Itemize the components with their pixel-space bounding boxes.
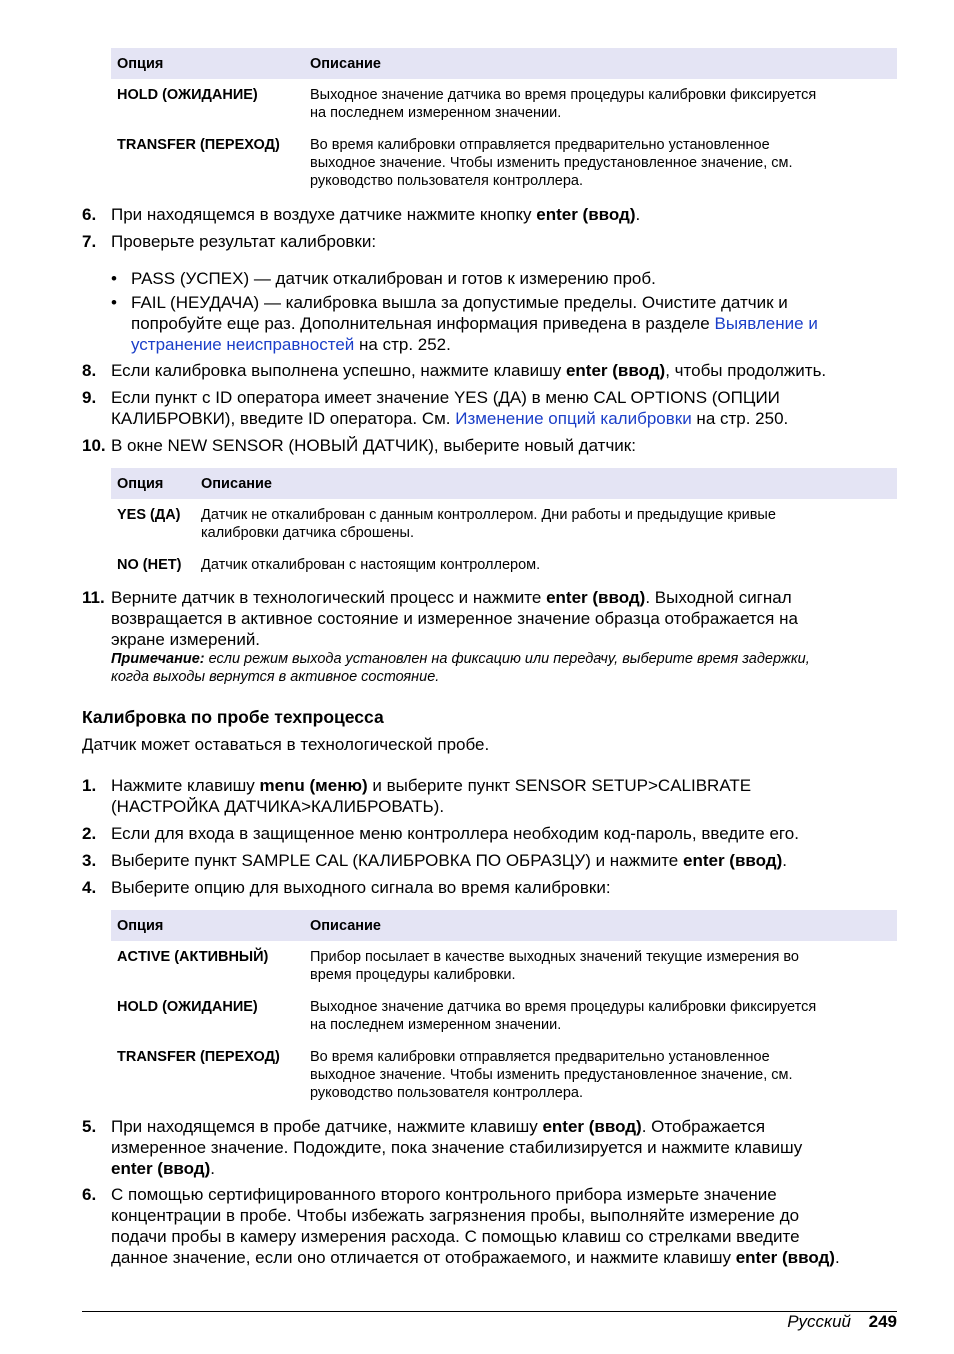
enter-key-label: enter (ввод) [111,1159,211,1178]
table-row [111,549,897,581]
description-line: руководство пользователя контроллера. [310,173,584,189]
enter-key-label: enter (ввод) [682,851,783,870]
option-cell: TRANSFER (ПЕРЕХОД) [117,137,280,153]
step-4 [82,877,897,898]
table-row [111,499,897,549]
enter-key-label: enter (ввод) [542,1117,642,1136]
description-line: выходное значение. Чтобы изменить предустановленное значение, см. [310,1067,793,1083]
step-text: . [834,1248,840,1267]
options-table-1 [111,48,897,197]
step-text: возвращается в активное состояние и измеренное значение образца отображается на [111,609,798,628]
bullet-text: попробуйте еще раз. Дополнительная информация приведена в разделе [131,314,715,333]
table-row [111,129,897,197]
description-line: руководство пользователя контроллера. [310,1085,584,1101]
step-text: (НАСТРОЙКА ДАТЧИКА>КАЛИБРОВАТЬ). [111,797,445,816]
bullet-text: на стр. 252. [354,335,451,354]
section-intro: Датчик может оставаться в технологической пробе. [82,735,490,754]
table-row [111,941,897,991]
step-text: данное значение, если оно отличается от отображаемого, и нажмите клавишу [111,1248,736,1267]
step-7 [82,231,897,252]
column-header-description: Описание [304,48,897,79]
enter-key-label: enter (ввод) [565,361,666,380]
description-line: Датчик не откалиброван с данным контроллером. Дни работы и предыдущие кривые [201,507,776,523]
step-text: С помощью сертифицированного второго контрольного прибора измерьте значение [111,1185,777,1204]
description-cell [304,1041,897,1109]
step-number: 3. [82,851,97,870]
bullet-text: FAIL (НЕУДАЧА) — калибровка вышла за допустимые пределы. Очистите датчик и [131,293,788,312]
enter-key-label: enter (ввод) [536,205,636,224]
option-cell: TRANSFER (ПЕРЕХОД) [117,1049,280,1065]
note-text: если режим выхода установлен на фиксацию или передачу, выберите время задержки, [204,651,810,667]
step-number: 1. [82,776,97,795]
step-number: 11. [82,588,105,607]
description-line: время процедуры калибровки. [310,967,516,983]
step-2 [82,823,897,844]
step-5 [82,1116,897,1179]
section-heading: Калибровка по пробе техпроцесса [82,707,384,727]
enter-key-label: enter (ввод) [546,588,646,607]
column-header-option: Опция [111,48,304,79]
step-text: Проверьте результат калибровки: [111,232,377,251]
enter-key-label: enter (ввод) [735,1248,835,1267]
step-text: Выберите опцию для выходного сигнала во время калибровки: [111,878,611,897]
step-text: При находящемся в пробе датчике, нажмите клавишу [111,1117,543,1136]
description-line: Прибор посылает в качестве выходных значений текущие измерения во [310,949,799,965]
step-text: Выберите пункт SAMPLE CAL (КАЛИБРОВКА ПО ОБРАЗЦУ) и нажмите [111,851,683,870]
description-line: Во время калибровки отправляется предварительно установленное [310,1049,770,1065]
step-1 [82,775,897,817]
bullet-pass [111,268,897,289]
step-number: 10. [82,436,106,455]
description-line: на последнем измеренном значении. [310,1017,562,1033]
step-8 [82,360,897,381]
troubleshooting-link[interactable]: Выявление и [714,314,818,333]
option-cell: NO (НЕТ) [117,557,182,573]
step-text: на стр. 250. [691,409,789,428]
step-text: и выберите пункт SENSOR SETUP>CALIBRATE [367,776,752,795]
step-text: Если пункт с ID оператора имеет значение YES (ДА) в меню CAL OPTIONS (ОПЦИИ [111,388,780,407]
troubleshooting-link[interactable]: устранение неисправностей [131,335,355,354]
bullet-dot: • [111,293,117,312]
step-text: . Выходной сигнал [645,588,792,607]
step-10 [82,435,897,456]
column-header-description: Описание [195,468,897,499]
column-header-option: Опция [111,468,195,499]
option-cell: HOLD (ОЖИДАНИЕ) [117,87,258,103]
column-header-description: Описание [304,910,897,941]
step-number: 9. [82,388,97,407]
step-text: . [635,205,641,224]
step-text: КАЛИБРОВКИ), введите ID оператора. См. [111,409,456,428]
step-text: , чтобы продолжить. [665,361,827,380]
options-table-3 [111,910,897,1109]
options-table-2 [111,468,897,581]
bullet-text: PASS (УСПЕХ) — датчик откалиброван и готов к измерению проб. [131,269,656,288]
description-line: калибровки датчика сброшены. [201,525,414,541]
footer-language: Русский [787,1312,851,1331]
step-6 [82,204,897,225]
step-text: Нажмите клавишу [111,776,260,795]
step-text: Верните датчик в технологический процесс и нажмите [111,588,547,607]
table-header-row [111,48,897,79]
description-line: Выходное значение датчика во время процедуры калибровки фиксируется [310,87,817,103]
step-number: 7. [82,232,97,251]
step-9 [82,387,897,429]
bullet-dot: • [111,269,117,288]
description-cell: Датчик откалиброван с настоящим контроллером. [201,557,541,573]
description-cell [304,991,897,1041]
step-11 [82,587,897,686]
step-text: концентрации в пробе. Чтобы избежать загрязнения пробы, выполняйте измерение до [111,1206,800,1225]
note-label: Примечание: [111,651,205,667]
step-text: При находящемся в воздухе датчике нажмите кнопку [111,205,537,224]
table-header-row [111,910,897,941]
step-number: 4. [82,878,97,897]
option-cell: YES (ДА) [117,507,181,523]
note [111,650,897,686]
step-number: 8. [82,361,97,380]
step-text: . [782,851,787,870]
option-cell: ACTIVE (АКТИВНЫЙ) [117,949,269,965]
step-text: экране измерений. [111,630,261,649]
table-header-row [111,468,897,499]
step-3 [82,850,897,871]
step-text: подачи пробы в камеру измерения расхода. С помощью клавиш со стрелками введите [111,1227,800,1246]
description-line: Во время калибровки отправляется предварительно установленное [310,137,770,153]
step-6-sample [82,1184,897,1268]
calibration-options-link[interactable]: Изменение опций калибровки [455,409,692,428]
step-text: Если калибровка выполнена успешно, нажмите клавишу [111,361,566,380]
page-number: 249 [868,1312,897,1331]
description-line: выходное значение. Чтобы изменить предустановленное значение, см. [310,155,793,171]
option-cell: HOLD (ОЖИДАНИЕ) [117,999,258,1015]
description-line: Выходное значение датчика во время процедуры калибровки фиксируется [310,999,817,1015]
description-line: на последнем измеренном значении. [310,105,562,121]
step-text: . Отображается [641,1117,766,1136]
step-text: В окне NEW SENSOR (НОВЫЙ ДАТЧИК), выберите новый датчик: [111,436,636,455]
step-number: 2. [82,824,97,843]
step-number: 5. [82,1117,97,1136]
description-cell [304,941,897,991]
footer-divider [82,1311,897,1312]
bullet-fail [111,292,897,355]
step-text: . [210,1159,215,1178]
step-number: 6. [82,1185,97,1204]
note-text: когда выходы вернутся в активное состояние. [111,669,440,685]
step-number: 6. [82,205,97,224]
description-cell [304,79,897,129]
step-text: Если для входа в защищенное меню контроллера необходим код-пароль, введите его. [111,824,799,843]
step-text: измеренное значение. Подождите, пока значение стабилизируется и нажмите клавишу [111,1138,803,1157]
table-row [111,1041,897,1109]
description-cell [195,499,897,549]
table-row [111,79,897,129]
menu-key-label: menu (меню) [259,776,368,795]
column-header-option: Опция [111,910,304,941]
table-row [111,991,897,1041]
description-cell [304,129,897,197]
